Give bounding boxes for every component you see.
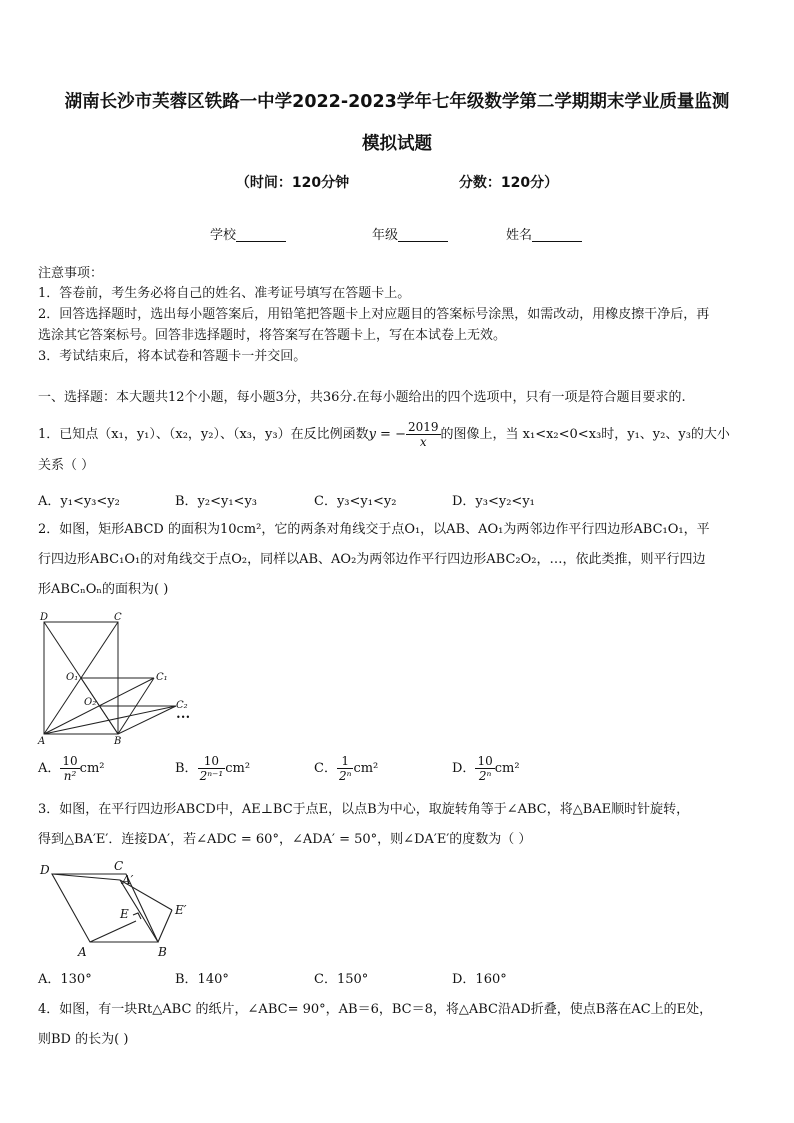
fig2-label-c: C: [114, 612, 122, 623]
exam-title-line1: 湖南长沙市芙蓉区铁路一中学2022-2023学年七年级数学第二学期期末学业质量监测: [64, 92, 730, 112]
q3-option-b[interactable]: B．140°: [175, 972, 229, 987]
q1-func-den: x: [419, 435, 427, 449]
q3-option-a[interactable]: A．130°: [38, 972, 92, 987]
q3-line2: 得到△BA′E′．连接DA′，若∠ADC = 60°，∠ADA′ = 50°，则∠DA′E′的度数为（ ）: [38, 832, 532, 847]
q1-option-a[interactable]: A．y₁<y₃<y₂: [38, 494, 120, 509]
q2-option-d[interactable]: [452, 754, 520, 783]
q1-stem-b: 的图像上，当 x₁<x₂<0<x₃时，y₁、y₂、y₃的大小: [440, 427, 730, 442]
q1-option-b[interactable]: B．y₂<y₁<y₃: [175, 494, 258, 509]
note-item-2b: 选涂其它答案标号。回答非选择题时，将答案写在答题卡上，写在本试卷上无效。: [38, 328, 507, 343]
notes-heading: 注意事项：: [38, 266, 104, 281]
q3-figure: [36, 858, 206, 962]
q2-option-d-num: 10: [477, 754, 493, 768]
fig3-label-e-prime: E′: [175, 903, 187, 917]
q2-figure: [36, 610, 196, 746]
q2-option-d-unit: cm²: [494, 761, 520, 776]
name-label: 姓名: [506, 228, 533, 243]
q2-option-b-label: B．: [175, 761, 198, 776]
fig2-label-o2: O₂: [84, 697, 97, 708]
fig3-label-c: C: [114, 859, 124, 873]
note-item-2a: 2．回答选择题时，选出每小题答案后，用铅笔把答题卡上对应题目的答案标号涂黑，如需改动，用橡皮擦干净后，再: [38, 307, 710, 322]
q3-option-d[interactable]: D．160°: [452, 972, 507, 987]
q1-option-c[interactable]: C．y₃<y₁<y₂: [314, 494, 397, 509]
exam-time: （时间：120分钟: [235, 175, 350, 191]
q2-option-a-unit: cm²: [79, 761, 105, 776]
q1-stem-c: 关系（ ）: [38, 458, 95, 473]
fig3-label-a-prime: A′: [122, 873, 134, 887]
q2-option-b-den: 2ⁿ⁻¹: [199, 769, 224, 783]
q2-option-a[interactable]: [38, 754, 105, 783]
school-field[interactable]: [210, 224, 286, 243]
q1-option-d[interactable]: D．y₃<y₂<y₁: [452, 494, 535, 509]
q2-option-d-label: D．: [452, 761, 476, 776]
section-heading: 一、选择题：本大题共12个小题，每小题3分，共36分.在每小题给出的四个选项中，只有一项是符合题目要求的.: [38, 390, 686, 405]
q2-option-a-num: 10: [62, 754, 78, 768]
q2-line1: 2．如图，矩形ABCD 的面积为10cm²，它的两条对角线交于点O₁，以AB、AO₁为两邻边作平行四边形ABC₁O₁，平: [38, 522, 710, 537]
q2-option-b[interactable]: [175, 754, 250, 783]
q1-fraction: [406, 420, 441, 449]
q3-option-c[interactable]: C．150°: [314, 972, 369, 987]
name-field[interactable]: [506, 224, 582, 243]
note-item-3: 3．考试结束后，将本试卷和答题卡一并交回。: [38, 349, 307, 364]
note-item-1: 1．答卷前，考生务必将自己的姓名、准考证号填写在答题卡上。: [38, 286, 411, 301]
q1-func-lhs: y = −: [368, 427, 406, 442]
fig3-label-e: E: [120, 907, 129, 921]
q4-line1: 4．如图，有一块Rt△ABC 的纸片，∠ABC= 90°，AB＝6，BC＝8，将△ABC沿AD折叠，使点B落在AC上的E处，: [38, 1002, 713, 1017]
grade-field[interactable]: [372, 224, 448, 243]
exam-score: 分数：120分）: [458, 175, 559, 191]
school-label: 学校: [210, 228, 237, 243]
q2-line3: 形ABCₙOₙ的面积为( ): [38, 582, 169, 597]
q2-option-b-unit: cm²: [225, 761, 251, 776]
grade-label: 年级: [372, 228, 399, 243]
q1-stem: [38, 420, 760, 454]
fig2-label-dots: •••: [176, 713, 191, 722]
q3-line1: 3．如图，在平行四边形ABCD中，AE⊥BC于点E，以点B为中心，取旋转角等于∠ABC，将△BAE顺时针旋转，: [38, 802, 690, 817]
fig2-label-c1: C₁: [156, 672, 168, 683]
exam-info: [0, 172, 794, 192]
fig2-label-d: D: [40, 612, 49, 623]
q2-option-b-num: 10: [198, 754, 226, 769]
q2-option-c-unit: cm²: [353, 761, 379, 776]
fig2-label-a: A: [38, 736, 46, 746]
q2-line2: 行四边形ABC₁O₁的对角线交于点O₂，同样以AB、AO₂为两邻边作平行四边形ABC₂O₂，…，依此类推，则平行四边: [38, 552, 706, 567]
q2-option-c-num: 1: [337, 754, 354, 769]
q2-option-c-den: 2ⁿ: [338, 769, 352, 783]
q4-line2: 则BD 的长为( ): [38, 1032, 129, 1047]
fig3-label-a: A: [78, 945, 87, 959]
q2-option-d-den: 2ⁿ: [478, 769, 492, 783]
q2-option-a-den: n²: [63, 769, 77, 783]
fig2-label-c2: C₂: [176, 700, 188, 711]
q1-func-num: 2019: [407, 420, 439, 434]
fig2-label-b: B: [114, 736, 122, 746]
fig3-label-b: B: [158, 945, 167, 959]
fig2-label-o1: O₁: [66, 672, 79, 683]
q2-option-a-label: A．: [38, 761, 61, 776]
q2-option-c-label: C．: [314, 761, 337, 776]
q2-option-c[interactable]: [314, 754, 378, 783]
fig3-label-d: D: [40, 863, 50, 877]
exam-title-line2: 模拟试题: [362, 134, 432, 154]
q1-stem-a: 1．已知点（x₁，y₁）、（x₂，y₂）、（x₃，y₃）在反比例函数: [38, 427, 369, 442]
